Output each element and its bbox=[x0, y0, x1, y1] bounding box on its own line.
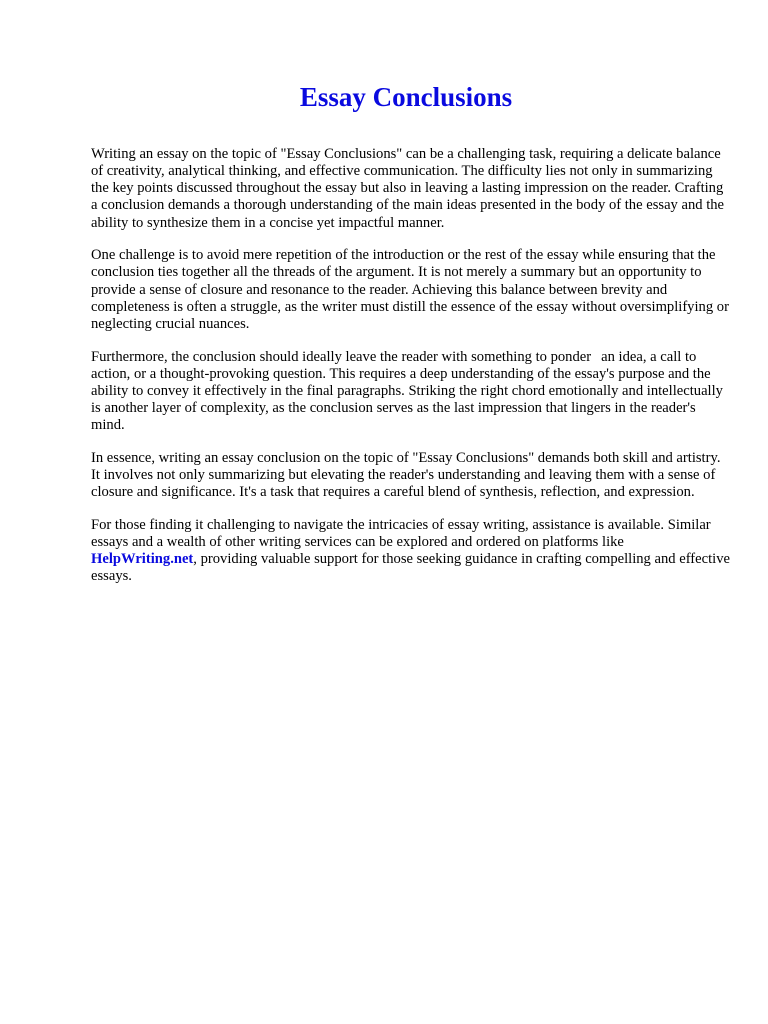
document-body bbox=[91, 146, 731, 601]
paragraph-5 bbox=[91, 517, 731, 586]
paragraph-2: One challenge is to avoid mere repetition of the introduction or the rest of the essay while ensuring that the conclusion ties together all the threads of the argument. It is not merely a summary but an opportunity to provide a sense of closure and resonance to the reader. Achieving this balance between brevity and completeness is often a struggle, as the writer must distill the essence of the essay without oversimplifying or neglecting crucial nuances. bbox=[91, 247, 729, 332]
paragraph-1: Writing an essay on the topic of "Essay Conclusions" can be a challenging task, requiring a delicate balance of creativity, analytical thinking, and effective communication. The difficulty lies not only in summarizing the key points discussed throughout the essay but also in leaving a lasting impression on the reader. Crafting a conclusion demands a thorough understanding of the main ideas presented in the body of the essay and the ability to synthesize them in a concise yet impactful manner. bbox=[91, 146, 725, 231]
paragraph-5-text-start: For those finding it challenging to navigate the intricacies of essay writing, assistance is available. Similar essays and a wealth of other writing services can be explored and ordered on platforms like bbox=[91, 516, 711, 550]
paragraph-3 bbox=[91, 349, 731, 435]
paragraph-3-text-end: an idea, a call to action, or a thought-provoking question. This requires a deep understanding of the essay's purpose and the ability to convey it effectively in the final paragraphs. Striking the right chord emotionally and intellectually is another layer of complexity, as the conclusion serves as the last impression that lingers in the reader's mind. bbox=[91, 348, 723, 434]
page-title: Essay Conclusions bbox=[299, 82, 513, 112]
paragraph-4: In essence, writing an essay conclusion on the topic of "Essay Conclusions" demands both skill and artistry. It involves not only summarizing but elevating the reader's understanding and leaving them with a sense of closure and significance. It's a task that requires a careful blend of synthesis, reflection, and expression. bbox=[91, 449, 721, 501]
helpwriting-link[interactable]: HelpWriting.net bbox=[91, 551, 194, 568]
paragraph-5-text-end: , providing valuable support for those seeking guidance in crafting compelling and effective essays. bbox=[91, 551, 730, 585]
paragraph-3-text-start: Furthermore, the conclusion should ideally leave the reader with something to ponder bbox=[91, 348, 592, 365]
